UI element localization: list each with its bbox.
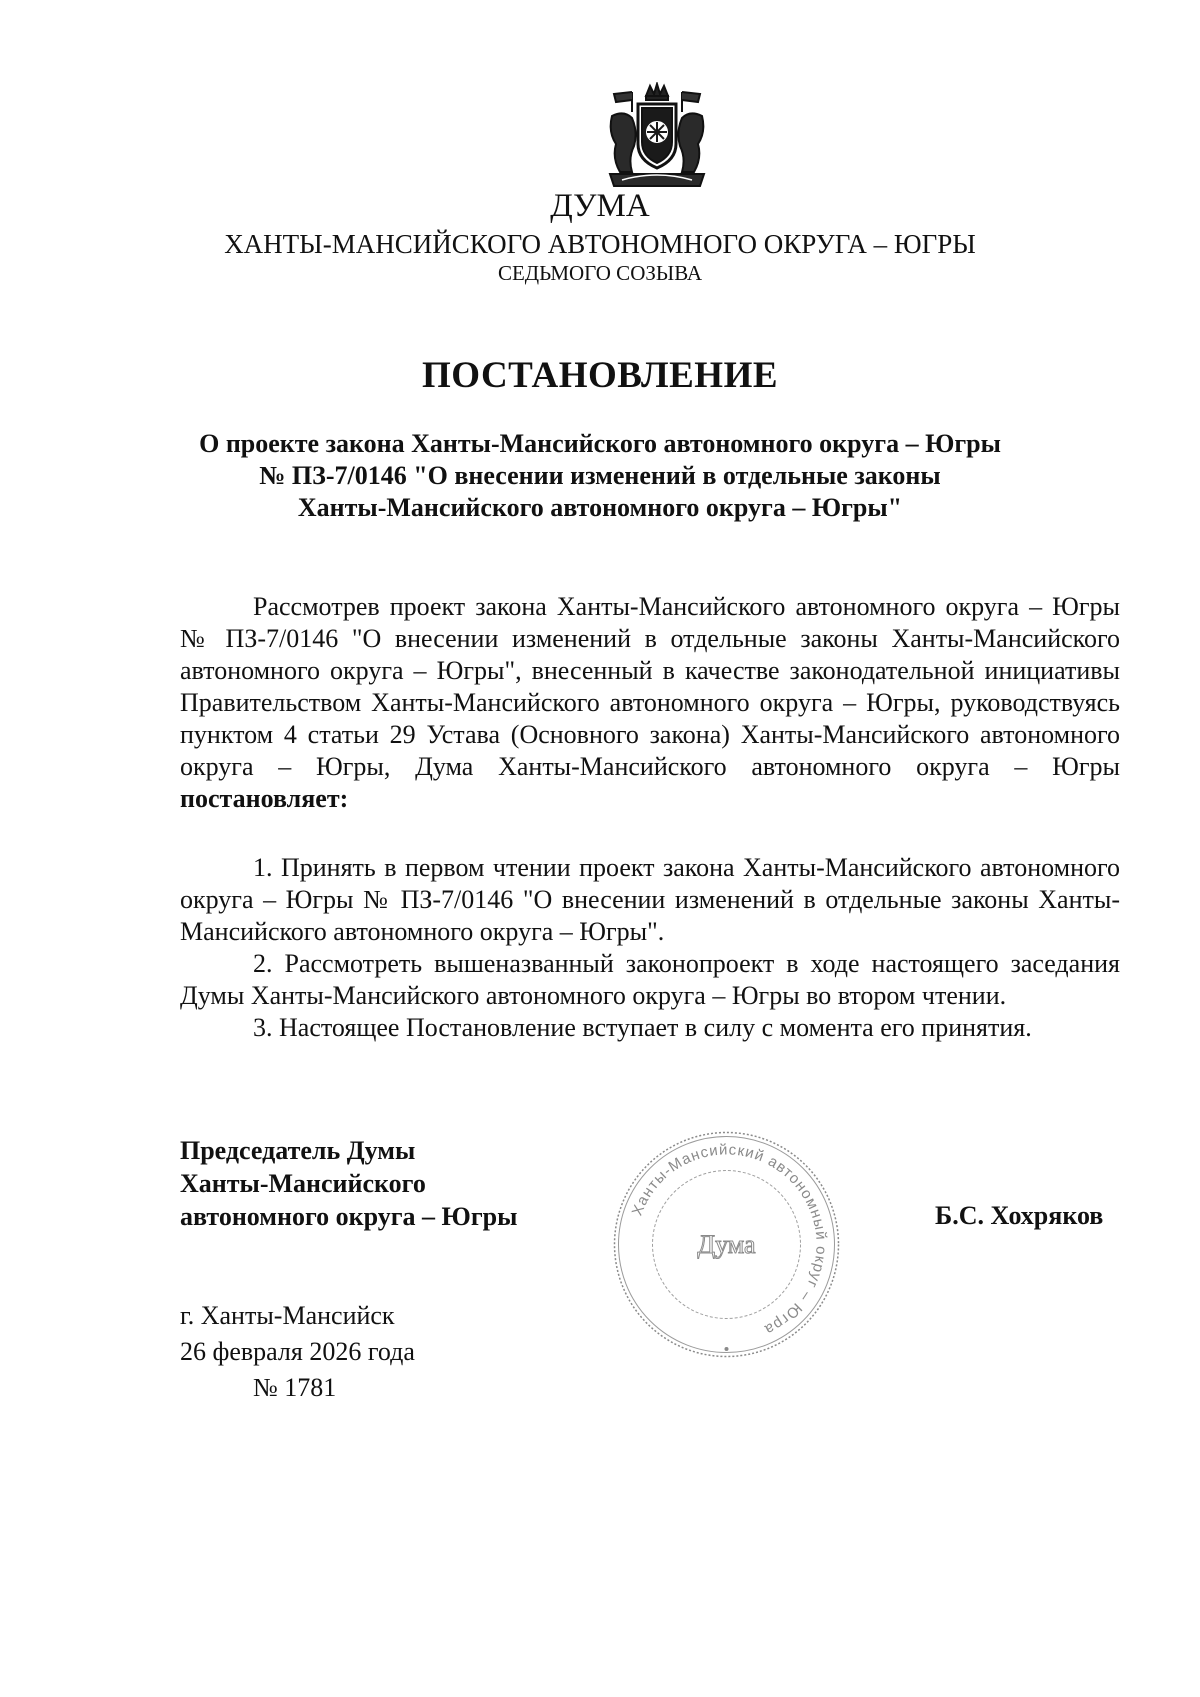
official-seal-stamp	[609, 1127, 844, 1362]
signer-title-line: автономного округа – Югры	[180, 1202, 518, 1231]
org-name: ДУМА	[550, 188, 650, 224]
signer-title-line: Ханты-Мансийского	[180, 1169, 426, 1198]
signer-title	[180, 1134, 517, 1233]
coat-of-arms-icon	[602, 82, 712, 194]
preamble-paragraph	[180, 591, 1120, 815]
decision-item: 3. Настоящее Постановление вступает в силу с момента его принятия.	[253, 1013, 1032, 1042]
subject-line: О проекте закона Ханты-Мансийского автономного округа – Югры	[199, 429, 1001, 458]
subject-line: Ханты-Мансийского автономного округа – Югры"	[297, 493, 903, 522]
decision-item: 2. Рассмотреть вышеназванный законопроект в ходе настоящего заседания Думы Ханты-Мансийского автономного округа – Югры во втором чтении.	[180, 949, 1120, 1010]
decision-item: 1. Принять в первом чтении проект закона Ханты-Мансийского автономного округа – Югры № ПЗ-7/0146 "О внесении изменений в отдельные законы Ханты-Мансийского автономного округа – Югры".	[180, 853, 1120, 946]
preamble-text: Рассмотрев проект закона Ханты-Мансийского автономного округа – Югры № ПЗ-7/0146 "О внесении изменений в отдельные законы Ханты-Мансийского автономного округа – Югры", внесенный в качестве законодательной инициативы Правительством Ханты-Мансийского автономного округа – Югры, руководствуясь пунктом 4 статьи 29 Устава (Основного закона) Ханты-Мансийского автономного округа – Югры, Дума Ханты-Мансийского автономного округа – Югры	[180, 592, 1120, 781]
preamble-action: постановляет:	[180, 784, 349, 813]
signer-name: Б.С. Хохряков	[935, 1201, 1104, 1230]
document-subject	[150, 428, 1050, 524]
decision-items	[180, 852, 1120, 1044]
place-date-block	[180, 1298, 415, 1406]
place: г. Ханты-Мансийск	[180, 1301, 395, 1330]
document-number: № 1781	[253, 1373, 337, 1402]
document-type-title: ПОСТАНОВЛЕНИЕ	[421, 355, 779, 396]
seal-center-text: Дума	[697, 1230, 756, 1259]
subject-line: № ПЗ-7/0146 "О внесении изменений в отдельные законы	[259, 461, 941, 490]
org-region: ХАНТЫ-МАНСИЙСКОГО АВТОНОМНОГО ОКРУГА – ЮГРЫ	[224, 229, 976, 259]
seal-ring-text: Ханты-Мансийский автономный округ – Югра	[628, 1141, 830, 1339]
date: 26 февраля 2026 года	[180, 1337, 415, 1366]
convocation: СЕДЬМОГО СОЗЫВА	[497, 261, 703, 285]
signer-title-line: Председатель Думы	[180, 1136, 416, 1165]
